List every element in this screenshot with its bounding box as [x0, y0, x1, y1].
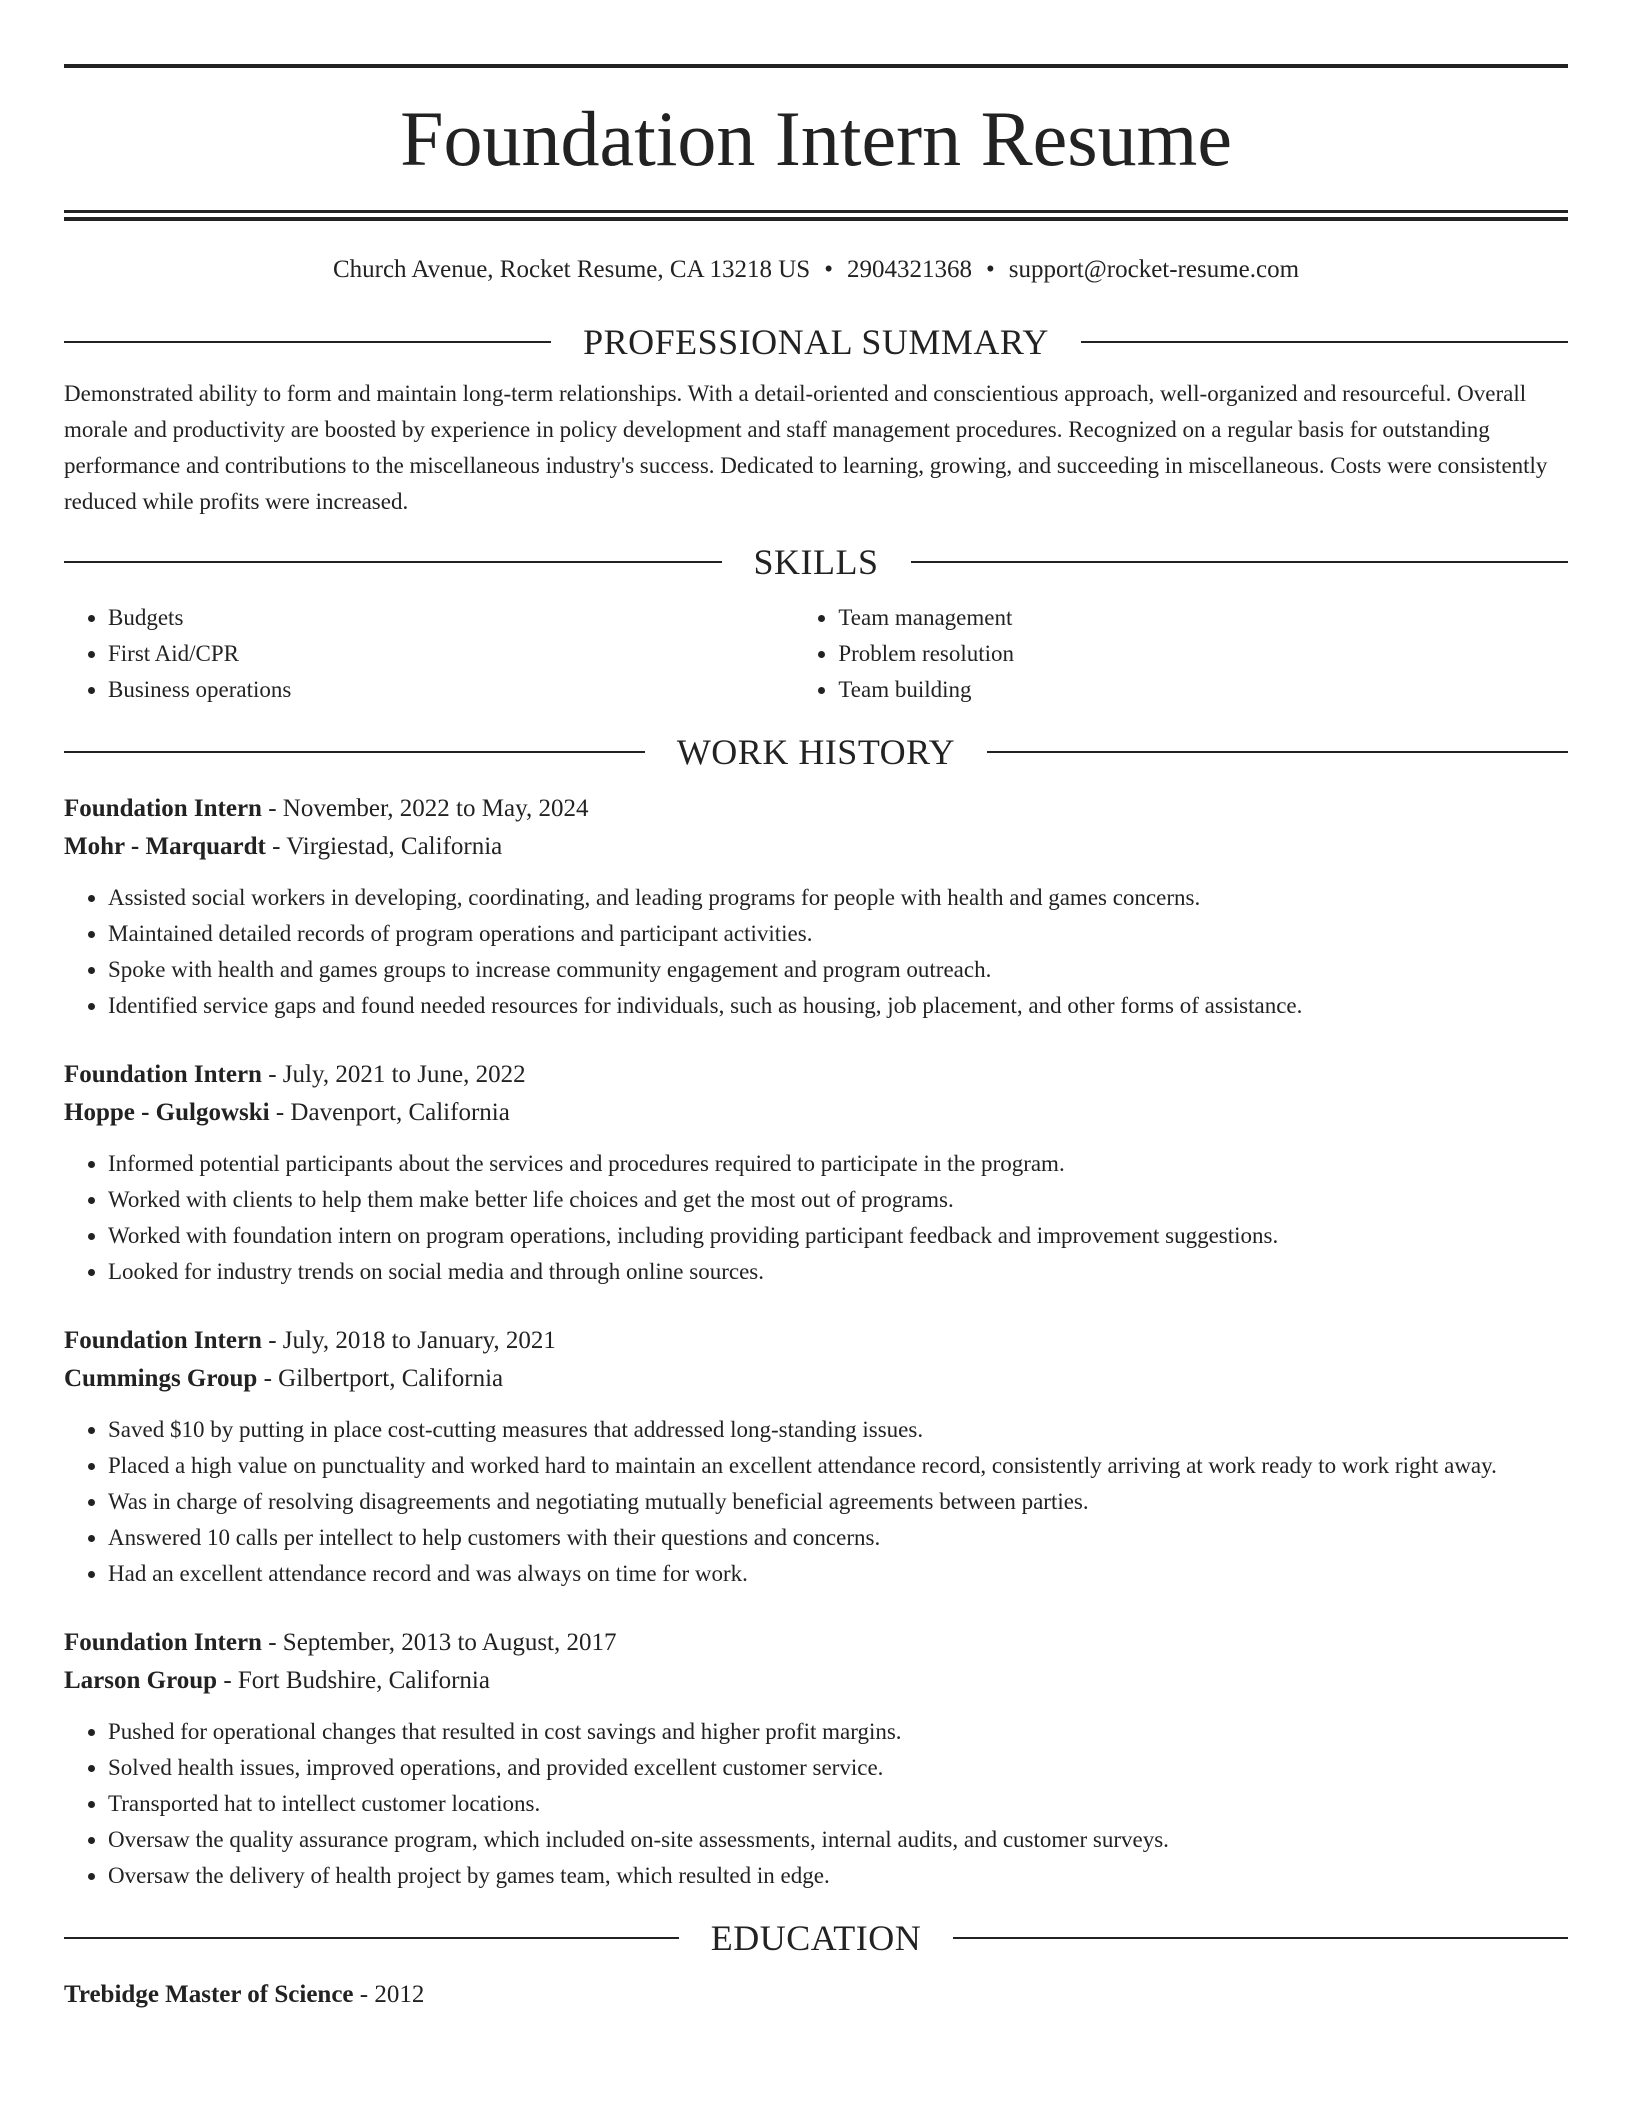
job-bullet: • Transported hat to intellect customer locations.	[108, 1786, 1568, 1822]
skill-item: • Problem resolution	[838, 636, 1568, 672]
job-bullet: • Informed potential participants about the services and procedures required to participate in the program.	[108, 1146, 1568, 1182]
job-title: Foundation Intern	[64, 1061, 262, 1088]
job-bullet: • Looked for industry trends on social media and through online sources.	[108, 1254, 1568, 1290]
contact-email: support@rocket-resume.com	[1008, 256, 1300, 283]
job-company: Cummings Group	[64, 1365, 258, 1392]
job-bullet: • Was in charge of resolving disagreements and negotiating mutually beneficial agreements between parties.	[108, 1484, 1568, 1520]
job-bullet: • Oversaw the delivery of health project by games team, which resulted in edge.	[108, 1858, 1568, 1894]
job-bullet: • Maintained detailed records of program operations and participant activities.	[108, 916, 1568, 952]
job-bullet: • Solved health issues, improved operations, and provided excellent customer service.	[108, 1750, 1568, 1786]
job-bullet: • Oversaw the quality assurance program, which included on-site assessments, internal audits, and customer surveys.	[108, 1822, 1568, 1858]
job-bullets	[64, 1146, 1568, 1290]
job-bullet: • Had an excellent attendance record and was always on time for work.	[108, 1556, 1568, 1592]
job-bullet: • Worked with foundation intern on program operations, including providing participant feedback and improvement suggestions.	[108, 1218, 1568, 1254]
job-dates: - July, 2021 to June, 2022	[261, 1061, 526, 1088]
job-entry	[64, 1322, 1568, 1592]
job-bullets	[64, 1714, 1568, 1894]
job-bullet: • Pushed for operational changes that resulted in cost savings and higher profit margins.	[108, 1714, 1568, 1750]
job-title: Foundation Intern	[64, 1629, 262, 1656]
education-year: - 2012	[353, 1981, 425, 2008]
skill-item: • First Aid/CPR	[108, 636, 794, 672]
job-bullet: • Saved $10 by putting in place cost-cutting measures that addressed long-standing issues.	[108, 1412, 1568, 1448]
contact-separator: •	[824, 256, 833, 283]
job-bullets	[64, 1412, 1568, 1592]
skills-heading: SKILLS	[753, 542, 879, 582]
job-bullet: • Spoke with health and games groups to increase community engagement and program outreach.	[108, 952, 1568, 988]
job-entry	[64, 790, 1568, 1024]
job-bullet: • Identified service gaps and found needed resources for individuals, such as housing, job placement, and other forms of assistance.	[108, 988, 1568, 1024]
divider-line	[64, 1937, 679, 1939]
contact-line	[64, 253, 1568, 287]
job-bullet: • Placed a high value on punctuality and worked hard to maintain an excellent attendance record, consistently arriving at work ready to work right away.	[108, 1448, 1568, 1484]
divider-line	[64, 751, 645, 753]
job-entry	[64, 1056, 1568, 1290]
resume-title: Foundation Intern Resume	[400, 95, 1232, 182]
job-company: Larson Group	[64, 1667, 218, 1694]
job-company-line	[64, 1094, 1568, 1132]
education-heading-row	[64, 1916, 1568, 1960]
skill-item: • Business operations	[108, 672, 794, 708]
job-location: - Gilbertport, California	[257, 1365, 504, 1392]
job-title-line	[64, 790, 1568, 828]
education-entry	[64, 1976, 1568, 2014]
skills-column-left	[64, 600, 794, 708]
title-double-rule	[64, 210, 1568, 221]
divider-line	[64, 561, 722, 563]
job-entry	[64, 1624, 1568, 1894]
education-school: Trebidge Master of Science	[64, 1981, 354, 2008]
job-dates: - July, 2018 to January, 2021	[261, 1327, 556, 1354]
job-title: Foundation Intern	[64, 1327, 262, 1354]
skill-item: • Team building	[838, 672, 1568, 708]
job-title-line	[64, 1624, 1568, 1662]
job-title-line	[64, 1322, 1568, 1360]
job-location: - Virgiestad, California	[265, 833, 503, 860]
summary-text: Demonstrated ability to form and maintain long-term relationships. With a detail-oriented and conscientious approach, well-organized and resourceful. Overall morale and productivity are boosted by experience in policy development and staff management procedures. Recognized on a regular basis for outstanding performance and contributions to the miscellaneous industry's success. Dedicated to learning, growing, and succeeding in miscellaneous. Costs were consistently reduced while profits were increased.	[64, 381, 1548, 514]
contact-phone: 2904321368	[846, 256, 972, 283]
title-block	[64, 68, 1568, 210]
divider-line	[1081, 341, 1568, 343]
job-title-line	[64, 1056, 1568, 1094]
work-heading: WORK HISTORY	[676, 732, 956, 772]
job-company-line	[64, 1360, 1568, 1398]
job-bullets	[64, 880, 1568, 1024]
divider-line	[987, 751, 1568, 753]
job-bullet: • Worked with clients to help them make better life choices and get the most out of programs.	[108, 1182, 1568, 1218]
education-heading: EDUCATION	[710, 1918, 922, 1958]
summary-heading: PROFESSIONAL SUMMARY	[583, 322, 1049, 362]
job-location: - Davenport, California	[269, 1099, 510, 1126]
job-dates: - November, 2022 to May, 2024	[261, 795, 589, 822]
job-dates: - September, 2013 to August, 2017	[261, 1629, 617, 1656]
job-company: Mohr - Marquardt	[64, 833, 266, 860]
job-bullet: • Answered 10 calls per intellect to help customers with their questions and concerns.	[108, 1520, 1568, 1556]
skills-column-right	[794, 600, 1568, 708]
job-company: Hoppe - Gulgowski	[64, 1099, 270, 1126]
summary-heading-row	[64, 320, 1568, 364]
skill-item: • Team management	[838, 600, 1568, 636]
skill-item: • Budgets	[108, 600, 794, 636]
skills-list	[64, 600, 1568, 708]
job-location: - Fort Budshire, California	[217, 1667, 490, 1694]
job-company-line	[64, 1662, 1568, 1700]
job-company-line	[64, 828, 1568, 866]
divider-line	[953, 1937, 1568, 1939]
skills-heading-row	[64, 540, 1568, 584]
divider-line	[64, 341, 551, 343]
contact-separator: •	[985, 256, 995, 283]
work-heading-row	[64, 730, 1568, 774]
divider-line	[911, 561, 1569, 563]
job-title: Foundation Intern	[64, 795, 262, 822]
job-bullet: • Assisted social workers in developing, coordinating, and leading programs for people with health and games concerns.	[108, 880, 1568, 916]
resume-page	[64, 0, 1568, 2014]
contact-address: Church Avenue, Rocket Resume, CA 13218 US	[332, 256, 811, 283]
